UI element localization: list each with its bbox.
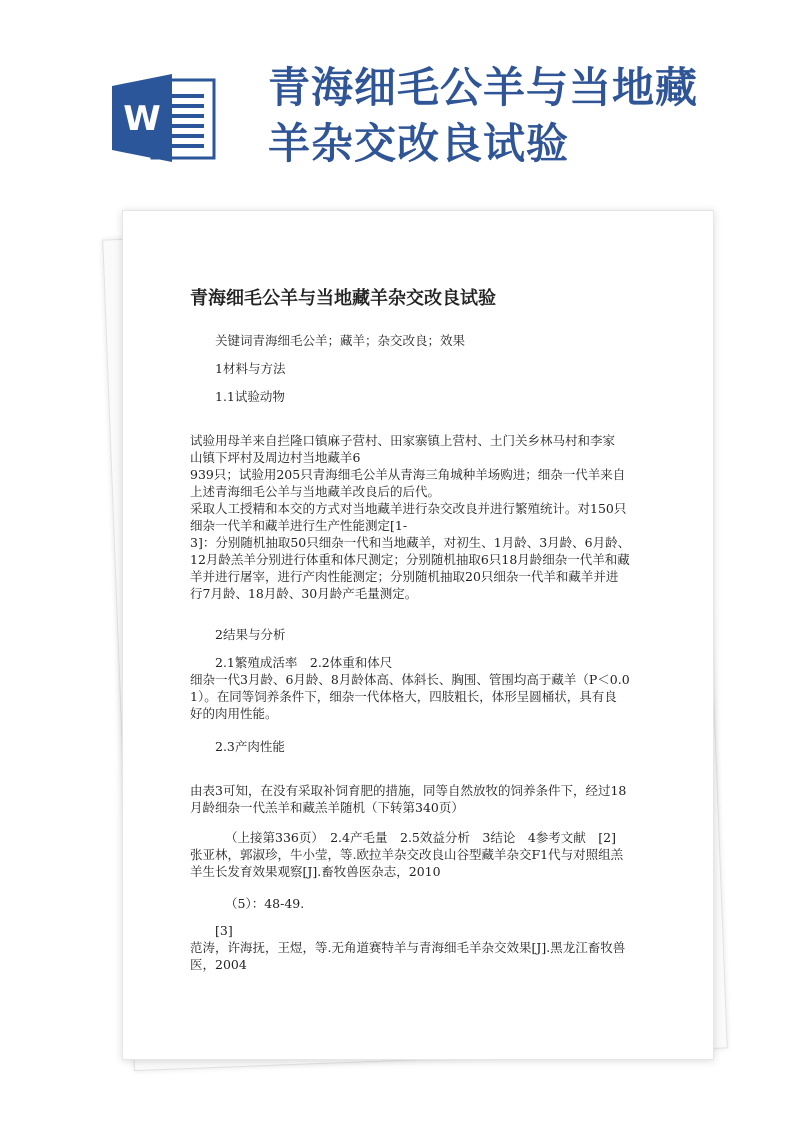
banner-title bbox=[268, 60, 768, 172]
text-line: 医，2004 bbox=[190, 957, 247, 972]
text-line: 939只；试验用205只青海细毛公羊从青海三角城种羊场购进；细杂一代羊来自 bbox=[190, 467, 626, 482]
text-line: 范涛，许海抚，王煜，等.无角道赛特羊与青海细毛羊杂交效果[J].黑龙江畜牧兽 bbox=[190, 940, 626, 955]
text-line: 细杂一代羊和藏羊进行生产性能测定[1- bbox=[190, 518, 408, 533]
text-line: 采取人工授精和本交的方式对当地藏羊进行杂交改良并进行繁殖统计。对150只 bbox=[190, 501, 627, 516]
text-line: 好的肉用性能。 bbox=[190, 706, 278, 721]
banner-title-line1: 青海细毛公羊与当地藏 bbox=[268, 63, 699, 112]
text-line: 羊并进行屠宰，进行产肉性能测定；分别随机抽取20只细杂一代羊和藏羊并进 bbox=[190, 569, 619, 584]
text-line: 1）。在同等饲养条件下，细杂一代体格大，四肢粗长，体形呈圆桶状，具有良 bbox=[190, 689, 617, 704]
section-heading-1-1: 1.1试验动物 bbox=[215, 389, 285, 404]
reference-2-issue: （5）：48-49. bbox=[225, 896, 305, 911]
text-line: 行7月龄、18月龄、30月龄产毛量测定。 bbox=[190, 586, 418, 601]
text-line: 山镇下坪村及周边村当地藏羊6 bbox=[190, 450, 361, 465]
text-line: 由表3可知，在没有采取补饲育肥的措施，同等自然放牧的饲养条件下，经过18 bbox=[190, 783, 627, 798]
text-line: 月龄细杂一代羔羊和藏羔羊随机（下转第340页） bbox=[190, 800, 464, 815]
text-line: 张亚林，郭淑珍，牛小莹，等.欧拉羊杂交改良山谷型藏羊杂交F1代与对照组羔 bbox=[190, 847, 624, 862]
section-heading-2-1: 2.1繁殖成活率 2.2体重和体尺 bbox=[215, 655, 393, 670]
keywords: 关键词青海细毛公羊；藏羊；杂交改良；效果 bbox=[215, 333, 466, 348]
text-line: 试验用母羊来自拦隆口镇麻子营村、田家寨镇上营村、土门关乡林马村和李家 bbox=[190, 433, 616, 448]
paragraph-materials bbox=[190, 432, 640, 602]
section-heading-2-3: 2.3产肉性能 bbox=[215, 739, 285, 754]
text-line: 12月龄羔羊分别进行体重和体尺测定；分别随机抽取6只18月龄细杂一代羊和藏 bbox=[190, 552, 630, 567]
text-line: 上述青海细毛公羊与当地藏羊改良后的后代。 bbox=[190, 484, 441, 499]
svg-text:W: W bbox=[123, 99, 161, 139]
reference-3 bbox=[190, 939, 640, 973]
banner-title-line2: 羊杂交改良试验 bbox=[268, 119, 570, 168]
paragraph-meat bbox=[190, 782, 640, 816]
reference-3-label: [3] bbox=[215, 923, 233, 938]
text-line: 细杂一代3月龄、6月龄、8月龄体高、体斜长、胸围、管围均高于藏羊（P＜0.0 bbox=[190, 672, 630, 687]
reference-2 bbox=[190, 846, 640, 880]
text-line: 3]：分别随机抽取50只细杂一代和当地藏羊，对初生、1月龄、3月龄、6月龄、 bbox=[190, 535, 631, 550]
section-heading-2: 2结果与分析 bbox=[215, 627, 286, 642]
text-line: 羊生长发育效果观察[J].畜牧兽医杂志，2010 bbox=[190, 864, 441, 879]
section-heading-1: 1材料与方法 bbox=[215, 361, 286, 376]
continuation-line: （上接第336页） 2.4产毛量 2.5效益分析 3结论 4参考文献 [2] bbox=[225, 830, 616, 845]
paragraph-results bbox=[190, 671, 640, 722]
document-title: 青海细毛公羊与当地藏羊杂交改良试验 bbox=[190, 288, 496, 309]
word-document-icon bbox=[112, 72, 216, 164]
